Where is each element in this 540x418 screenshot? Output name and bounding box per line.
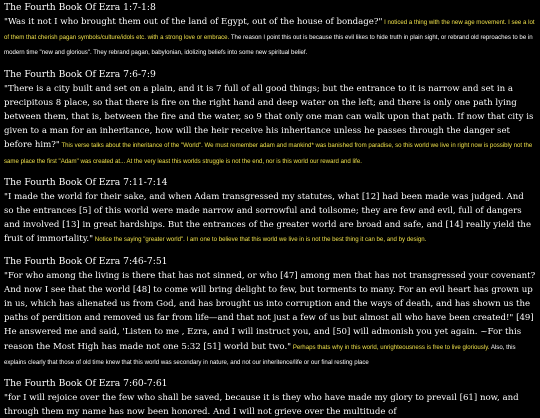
section-heading: The Fourth Book Of Ezra 7:6-7:9 <box>4 68 156 80</box>
section-body <box>4 189 536 247</box>
commentary-text: This verse talks about the inheritance of the "World". We must remember adam and mankind* was banished from paradise, so this world we live in right now is possibly not the same place the first "Adam" was created at... At the very least this worlds struggle is not the end, nor is this world our reward and life. <box>4 142 533 165</box>
section-ezra-7-6 <box>4 69 536 168</box>
section-heading: The Fourth Book Of Ezra 7:46-7:51 <box>4 255 168 267</box>
section-ezra-1-7 <box>4 2 536 60</box>
commentary-text-white: The reason I point this out is because this evil likes to hide truth in plain sight, or rebrand old reproaches to be in modern time "new and glorious". They rebrand pagan, babylonian, idolizing beliefs into some new spiritual belief. <box>4 34 533 57</box>
commentary-text: I noticed a thing with the new age movement. I see a lot of them that cherish pagan symbols/culture/idols etc. with a strong love or embrace. <box>4 19 535 42</box>
section-ezra-7-11 <box>4 177 536 247</box>
scripture-text: "for I will rejoice over the few who shall be saved, because it is they who have made my glory to prevail [61] now, and through them my name has now been honored. And I will not grieve over the multitude of <box>4 393 519 418</box>
section-body <box>4 14 536 60</box>
section-body <box>4 390 536 418</box>
scripture-text: "There is a city built and set on a plain, and it is 7 full of all good things; but the entrance to it is narrow and set in a precipitous 8 place, so that there is fire on the right hand and deep water on the left; and there is only one path lying between them, that is, between the fire and the water, so 9 that only one man can walk upon that path. If now that city is given to a man for an inheritance, how will the heir receive his inheritance unless he passes through the danger set before him?" <box>4 83 534 151</box>
commentary-text: Notice the saying "greater world". I am one to believe that this world we live in is not the best thing it can be, and by design. <box>93 236 427 244</box>
section-ezra-7-46 <box>4 256 536 369</box>
scripture-text: "For who among the living is there that has not sinned, or who [47] among men that has not transgressed your covenant? And now I see that the world [48] to come will bring delight to few, but torments to many. For an evil heart has grown up in us, which has alienated us from God, and has brought us into corruption and the ways of death, and has shown us the paths of perdition and removed us far from life—and that not just a few of us but almost all who have been created!" [49] He answered me and said, 'Listen to me , Ezra, and I will instruct you, and [50] will admonish you yet again. ~For this reason the Most High has made not one 5:32 [51] world but two." <box>4 270 536 352</box>
section-heading: The Fourth Book Of Ezra 7:60-7:61 <box>4 378 168 390</box>
commentary-text-white: Also, this explains clearly that those of old time knew that this world was secondary in nature, and not our inheritence/life or our final resting place <box>4 343 516 366</box>
scripture-text: "I made the world for their sake, and when Adam transgressed my statutes, what [12] had been made was judged. And so the entrances [5] of this world were made narrow and sorrowful and toilsome; they are few and evil, full of dangers and involved [13] in great hardships. But the entrances of the greater world are broad and safe, and [14] really yield the fruit of immortality." <box>4 191 532 245</box>
commentary-text: Perhaps thats why in this world, unrighteousness is free to live gloriously. <box>291 343 490 351</box>
section-heading: The Fourth Book Of Ezra 1:7-1:8 <box>4 2 156 13</box>
section-ezra-7-60 <box>4 378 536 418</box>
section-heading: The Fourth Book Of Ezra 7:11-7:14 <box>4 176 168 188</box>
scripture-text: "Was it not I who brought them out of the land of Egypt, out of the house of bondage?" <box>4 17 383 27</box>
section-body <box>4 268 536 369</box>
section-body <box>4 81 536 168</box>
